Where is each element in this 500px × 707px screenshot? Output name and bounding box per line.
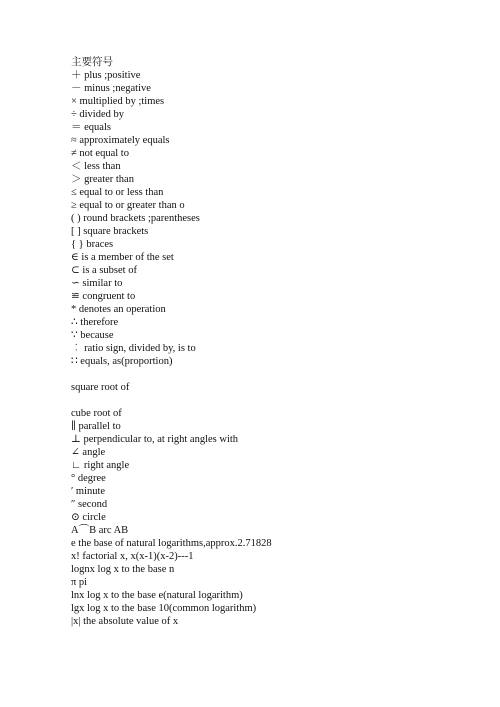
symbol-line-subset: ⊂ is a subset of — [71, 265, 137, 276]
symbol-line-minus: － minus ;negative — [71, 83, 151, 94]
symbol-line-arc: A⌒B arc AB — [71, 525, 129, 536]
symbol-line-square-brackets: [ ] square brackets — [71, 226, 149, 237]
symbol-line-similar: ∽ similar to — [71, 278, 123, 289]
document-title: 主要符号 — [71, 57, 113, 68]
symbol-line-factorial: x! factorial x, x(x-1)(x-2)---1 — [71, 551, 194, 562]
symbol-line-proportion: ∷ equals, as(proportion) — [71, 356, 173, 367]
symbol-line-cube-root: cube root of — [71, 408, 122, 419]
symbol-line-because: ∵ because — [71, 330, 114, 341]
symbol-line-greater-than: ＞ greater than — [71, 174, 134, 185]
symbol-line-equals: ＝ equals — [71, 122, 111, 133]
symbol-line-square-root: square root of — [71, 382, 130, 393]
symbol-line-braces: { } braces — [71, 239, 114, 250]
symbol-line-not-equal: ≠ not equal to — [71, 148, 129, 159]
symbol-line-e: e the base of natural logarithms,approx.2.71828 — [71, 538, 272, 549]
symbol-line-less-than: ＜ less than — [71, 161, 121, 172]
symbol-line-congruent: ≌ congruent to — [71, 291, 136, 302]
symbol-line-lg: lgx log x to the base 10(common logarithm) — [71, 603, 257, 614]
blank-line — [71, 394, 471, 407]
symbol-line-plus: ＋ plus ;positive — [71, 70, 141, 81]
symbol-line-greater-equal: ≥ equal to or greater than o — [71, 200, 185, 211]
symbol-line-circle: ⊙ circle — [71, 512, 106, 523]
symbol-line-less-equal: ≤ equal to or less than — [71, 187, 164, 198]
symbol-line-ratio: ︰ ratio sign, divided by, is to — [71, 343, 196, 354]
symbol-line-perpendicular: ⊥ perpendicular to, at right angles with — [71, 434, 239, 445]
symbol-line-ln: lnx log x to the base e(natural logarithm) — [71, 590, 243, 601]
symbol-line-right-angle: ∟ right angle — [71, 460, 130, 471]
document-page — [71, 56, 471, 628]
blank-line — [71, 368, 471, 381]
symbol-line-divide: ÷ divided by — [71, 109, 125, 120]
symbol-line-minute: ′ minute — [71, 486, 106, 497]
symbol-line-approx: ≈ approximately equals — [71, 135, 170, 146]
symbol-line-therefore: ∴ therefore — [71, 317, 119, 328]
symbol-line-parallel: ∥ parallel to — [71, 421, 121, 432]
symbol-line-log-n: lognx log x to the base n — [71, 564, 175, 575]
symbol-line-absolute: |x| the absolute value of x — [71, 616, 179, 627]
symbol-line-multiply: × multiplied by ;times — [71, 96, 165, 107]
symbol-line-second: ″ second — [71, 499, 108, 510]
symbol-line-member: ∈ is a member of the set — [71, 252, 174, 263]
symbol-line-pi: π pi — [71, 577, 88, 588]
symbol-line-operation: * denotes an operation — [71, 304, 166, 315]
symbol-line-angle: ∠ angle — [71, 447, 106, 458]
symbol-line-degree: ° degree — [71, 473, 106, 484]
symbol-line-round-brackets: ( ) round brackets ;parentheses — [71, 213, 200, 224]
